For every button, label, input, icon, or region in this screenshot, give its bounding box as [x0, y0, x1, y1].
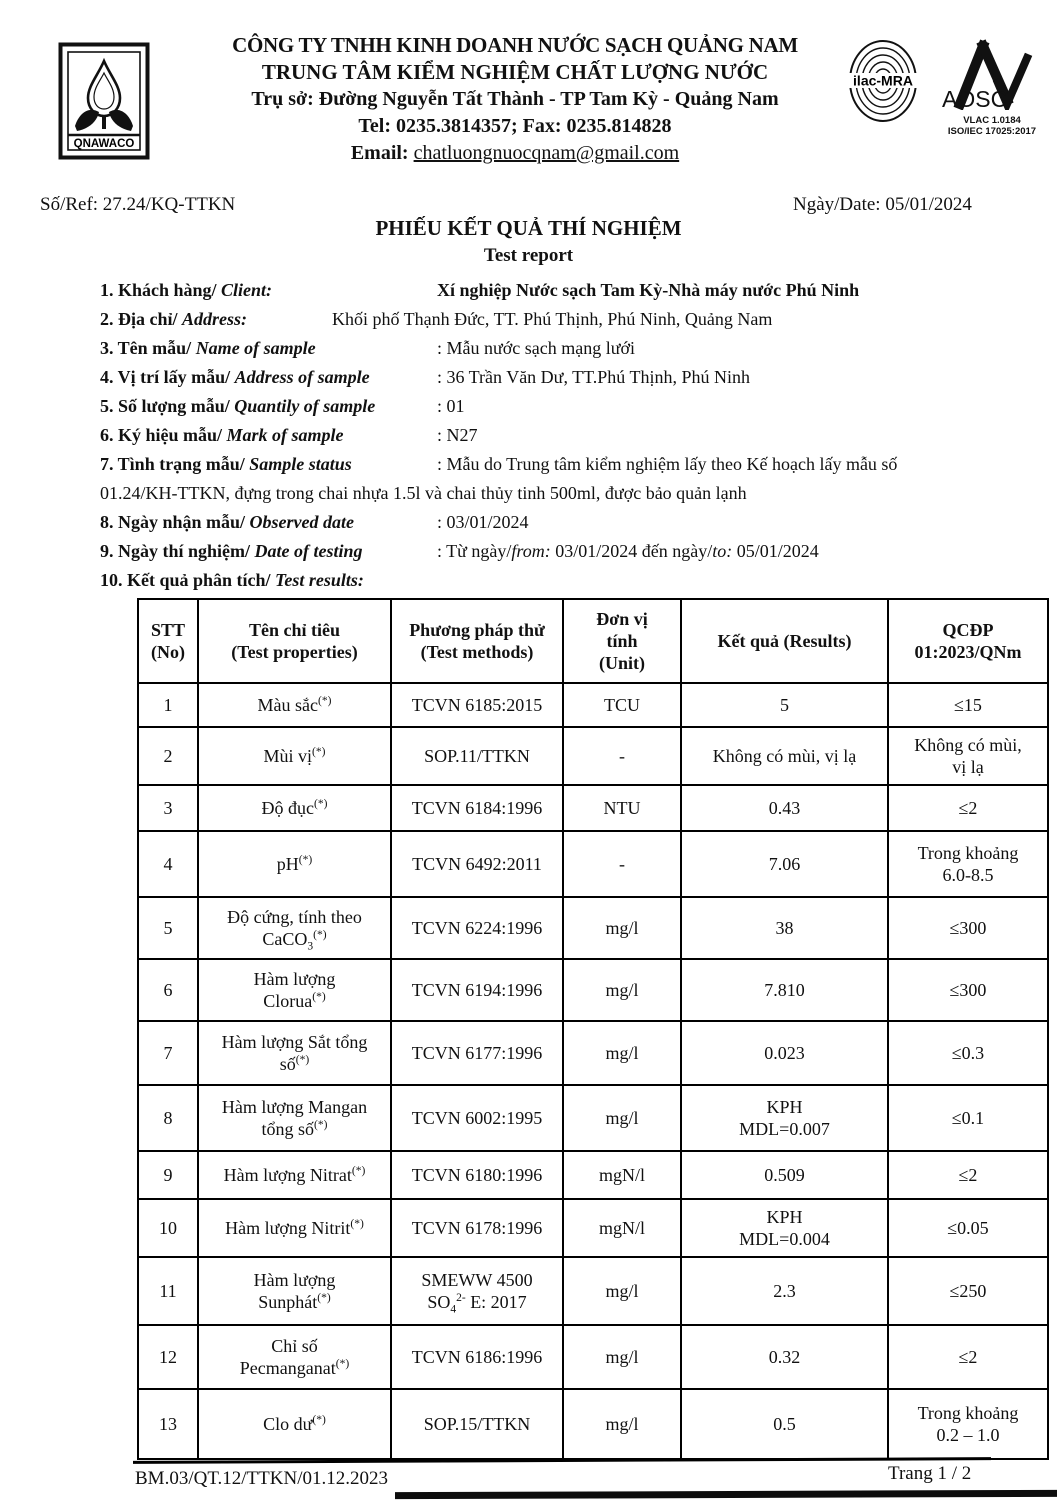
cell-result: KPH MDL=0.004 — [681, 1199, 888, 1257]
cell-result: KPH MDL=0.007 — [681, 1085, 888, 1151]
aosc-iso-standard: ISO/IEC 17025:2017 — [947, 126, 1037, 137]
cell-no: 5 — [138, 897, 198, 959]
cell-method: TCVN 6177:1996 — [391, 1021, 563, 1085]
cell-prop: Hàm lượng Nitrit(*) — [198, 1199, 391, 1257]
document-subtitle: Test report — [483, 245, 574, 266]
report-date: Ngày/Date: 05/01/2024 — [793, 194, 972, 215]
address-value: Khối phố Thạnh Đức, TT. Phú Thịnh, Phú Ninh, Quảng Nam — [332, 309, 773, 329]
cell-no: 4 — [138, 831, 198, 897]
info-item-mark: 6. Ký hiệu mẫu/ Mark of sample : N27 — [100, 421, 1000, 450]
cell-unit: - — [563, 727, 681, 785]
column-header: QCĐP 01:2023/QNm — [888, 599, 1048, 683]
cell-result: 0.32 — [681, 1325, 888, 1389]
cell-limit: ≤0.1 — [888, 1085, 1048, 1151]
cell-result: 2.3 — [681, 1257, 888, 1325]
cell-no: 2 — [138, 727, 198, 785]
cell-method: TCVN 6180:1996 — [391, 1151, 563, 1199]
table-row — [138, 785, 1048, 831]
cell-no: 9 — [138, 1151, 198, 1199]
cell-method: SMEWW 4500 $SO_4^{2-}$ E: 2017 — [391, 1257, 563, 1325]
status-value-line1: : Mẫu do Trung tâm kiểm nghiệm lấy theo Kế hoạch lấy mẫu số — [437, 454, 898, 474]
cell-method: TCVN 6194:1996 — [391, 959, 563, 1021]
table-row — [138, 1257, 1048, 1325]
cell-unit: mg/l — [563, 1389, 681, 1459]
cell-no: 10 — [138, 1199, 198, 1257]
cell-method: TCVN 6184:1996 — [391, 785, 563, 831]
cell-no: 8 — [138, 1085, 198, 1151]
column-header: Phương pháp thử (Test methods) — [391, 599, 563, 683]
cell-unit: mg/l — [563, 1257, 681, 1325]
cell-prop: Hàm lượng Nitrat(*) — [198, 1151, 391, 1199]
cell-prop: Mùi vị(*) — [198, 727, 391, 785]
mark-value: : N27 — [437, 425, 478, 445]
cell-limit: ≤300 — [888, 897, 1048, 959]
cell-method: TCVN 6186:1996 — [391, 1325, 563, 1389]
cell-prop: Hàm lượng Sắt tổng số(*) — [198, 1021, 391, 1085]
cell-method: TCVN 6185:2015 — [391, 683, 563, 727]
cell-result: 0.5 — [681, 1389, 888, 1459]
column-header: STT (No) — [138, 599, 198, 683]
company-name: CÔNG TY TNHH KINH DOANH NƯỚC SẠCH QUẢNG NAM — [232, 33, 798, 57]
cell-prop: Clo dư(*) — [198, 1389, 391, 1459]
svg-text:QNAWACO: QNAWACO — [73, 138, 135, 150]
form-code: BM.03/QT.12/TTKN/01.12.2023 — [135, 1468, 388, 1489]
aosc-logo-icon — [928, 38, 1056, 137]
cell-method: TCVN 6178:1996 — [391, 1199, 563, 1257]
table-header-row — [138, 599, 1048, 683]
info-item-sample-name: 3. Tên mẫu/ Name of sample : Mẫu nước sạch mạng lưới — [100, 334, 1000, 363]
cell-limit: ≤2 — [888, 1151, 1048, 1199]
cell-unit: mg/l — [563, 959, 681, 1021]
cell-unit: TCU — [563, 683, 681, 727]
cell-prop: Hàm lượng Clorua(*) — [198, 959, 391, 1021]
table-row — [138, 1389, 1048, 1459]
cell-method: TCVN 6224:1996 — [391, 897, 563, 959]
info-item-client: 1. Khách hàng/ Client: Xí nghiệp Nước sạch Tam Kỳ-Nhà máy nước Phú Ninh — [100, 276, 1000, 305]
cell-prop: Chỉ số Pecmanganat(*) — [198, 1325, 391, 1389]
cell-unit: NTU — [563, 785, 681, 831]
cell-limit: ≤2 — [888, 785, 1048, 831]
center-name: TRUNG TÂM KIỂM NGHIỆM CHẤT LƯỢNG NƯỚC — [261, 60, 769, 84]
column-header: Đơn vị tính (Unit) — [563, 599, 681, 683]
cell-prop: Độ đục(*) — [198, 785, 391, 831]
svg-text:AOSC: AOSC — [942, 86, 1008, 110]
document-title: PHIẾU KẾT QUẢ THÍ NGHIỆM — [375, 216, 682, 240]
cell-limit: ≤15 — [888, 683, 1048, 727]
cell-result: 5 — [681, 683, 888, 727]
tel-fax: Tel: 0235.3814357; Fax: 0235.814828 — [358, 115, 672, 137]
cell-limit: ≤0.05 — [888, 1199, 1048, 1257]
table-row — [138, 831, 1048, 897]
cell-unit: mg/l — [563, 1085, 681, 1151]
cell-limit: Trong khoảng 0.2 – 1.0 — [888, 1389, 1048, 1459]
cell-no: 7 — [138, 1021, 198, 1085]
cell-no: 1 — [138, 683, 198, 727]
cell-result: 7.06 — [681, 831, 888, 897]
cell-prop: pH(*) — [198, 831, 391, 897]
cell-method: TCVN 6492:2011 — [391, 831, 563, 897]
email-label: Email: — [350, 142, 409, 164]
ilac-mra-logo-icon — [848, 38, 918, 129]
cell-unit: mg/l — [563, 1021, 681, 1085]
cell-no: 6 — [138, 959, 198, 1021]
cell-unit: mgN/l — [563, 1151, 681, 1199]
sample-name-value: : Mẫu nước sạch mạng lưới — [437, 338, 636, 358]
table-row — [138, 683, 1048, 727]
email-address[interactable]: chatluongnuocqnam@gmail.com — [413, 142, 680, 164]
aosc-accreditation-code: VLAC 1.0184 — [963, 115, 1021, 126]
cell-prop: Màu sắc(*) — [198, 683, 391, 727]
received-date-value: : 03/01/2024 — [437, 512, 529, 532]
sample-address-value: : 36 Trần Văn Dư, TT.Phú Thịnh, Phú Ninh — [437, 367, 750, 387]
office-address: Trụ sở: Đường Nguyễn Tất Thành - TP Tam Kỳ - Quảng Nam — [251, 88, 779, 110]
table-row — [138, 727, 1048, 785]
cell-limit: ≤0.3 — [888, 1021, 1048, 1085]
page-number: Trang 1 / 2 — [888, 1463, 972, 1484]
cell-no: 11 — [138, 1257, 198, 1325]
cell-unit: mg/l — [563, 897, 681, 959]
cell-method: TCVN 6002:1995 — [391, 1085, 563, 1151]
table-row — [138, 1151, 1048, 1199]
cell-result: 7.810 — [681, 959, 888, 1021]
column-header: Kết quả (Results) — [681, 599, 888, 683]
cell-limit: ≤2 — [888, 1325, 1048, 1389]
quantity-value: : 01 — [437, 396, 465, 416]
scan-artifact-bar — [395, 1490, 1057, 1499]
info-item-quantity: 5. Số lượng mẫu/ Quantily of sample : 01 — [100, 392, 1000, 421]
cell-limit: ≤250 — [888, 1257, 1048, 1325]
info-item-address: 2. Địa chỉ/ Address: Khối phố Thạnh Đức, TT. Phú Thịnh, Phú Ninh, Quảng Nam — [100, 305, 1000, 334]
results-table-wrap — [137, 598, 1049, 1460]
cell-limit: ≤300 — [888, 959, 1048, 1021]
cell-unit: mg/l — [563, 1325, 681, 1389]
info-item-received-date: 8. Ngày nhận mẫu/ Observed date : 03/01/2024 — [100, 508, 1000, 537]
cell-result: 0.023 — [681, 1021, 888, 1085]
cell-result: 38 — [681, 897, 888, 959]
cell-no: 12 — [138, 1325, 198, 1389]
table-row — [138, 1199, 1048, 1257]
cell-prop: Hàm lượng Sunphát(*) — [198, 1257, 391, 1325]
email-line — [150, 140, 880, 167]
info-item-status: 7. Tình trạng mẫu/ Sample status : Mẫu do Trung tâm kiểm nghiệm lấy theo Kế hoạch lấy mẫu số 01.24/KH-TTKN, đựng trong chai nhựa 1.5l và chai thủy tinh 500ml, được bảo quản lạnh — [100, 450, 1000, 508]
cell-limit: Không có mùi, vị lạ — [888, 727, 1048, 785]
column-header: Tên chỉ tiêu (Test properties) — [198, 599, 391, 683]
cell-no: 13 — [138, 1389, 198, 1459]
table-row — [138, 959, 1048, 1021]
table-row — [138, 1021, 1048, 1085]
cell-prop: Độ cứng, tính theo CaCO$_3$(*) — [198, 897, 391, 959]
table-row — [138, 1325, 1048, 1389]
table-row — [138, 1085, 1048, 1151]
letterhead — [150, 32, 880, 167]
table-row — [138, 897, 1048, 959]
qnawaco-logo-icon — [58, 42, 150, 160]
cell-method: SOP.15/TTKN — [391, 1389, 563, 1459]
info-item-testing-date: 9. Ngày thí nghiệm/ Date of testing : Từ ngày/from: 03/01/2024 đến ngày/to: 05/01/2024 — [100, 537, 1000, 566]
cell-unit: - — [563, 831, 681, 897]
cell-no: 3 — [138, 785, 198, 831]
info-item-sample-address: 4. Vị trí lấy mẫu/ Address of sample : 36 Trần Văn Dư, TT.Phú Thịnh, Phú Ninh — [100, 363, 1000, 392]
cell-result: 0.43 — [681, 785, 888, 831]
cell-result: Không có mùi, vị lạ — [681, 727, 888, 785]
testing-date-value: : Từ ngày/from: 03/01/2024 đến ngày/to: 05/01/2024 — [437, 541, 819, 561]
info-item-results-heading: 10. Kết quả phân tích/ Test results: — [100, 570, 364, 590]
report-ref-number: Số/Ref: 27.24/KQ-TTKN — [40, 194, 236, 215]
results-table — [137, 598, 1049, 1460]
status-value-line2: 01.24/KH-TTKN, đựng trong chai nhựa 1.5l và chai thủy tinh 500ml, được bảo quản lạnh — [100, 483, 747, 503]
cell-unit: mgN/l — [563, 1199, 681, 1257]
cell-method: SOP.11/TTKN — [391, 727, 563, 785]
svg-text:ilac-MRA: ilac-MRA — [853, 72, 913, 89]
cell-prop: Hàm lượng Mangan tổng số(*) — [198, 1085, 391, 1151]
client-value: Xí nghiệp Nước sạch Tam Kỳ-Nhà máy nước Phú Ninh — [437, 280, 860, 300]
cell-limit: Trong khoảng 6.0-8.5 — [888, 831, 1048, 897]
cell-result: 0.509 — [681, 1151, 888, 1199]
sample-info-list — [100, 276, 1000, 595]
accreditation-logos — [848, 38, 1056, 137]
